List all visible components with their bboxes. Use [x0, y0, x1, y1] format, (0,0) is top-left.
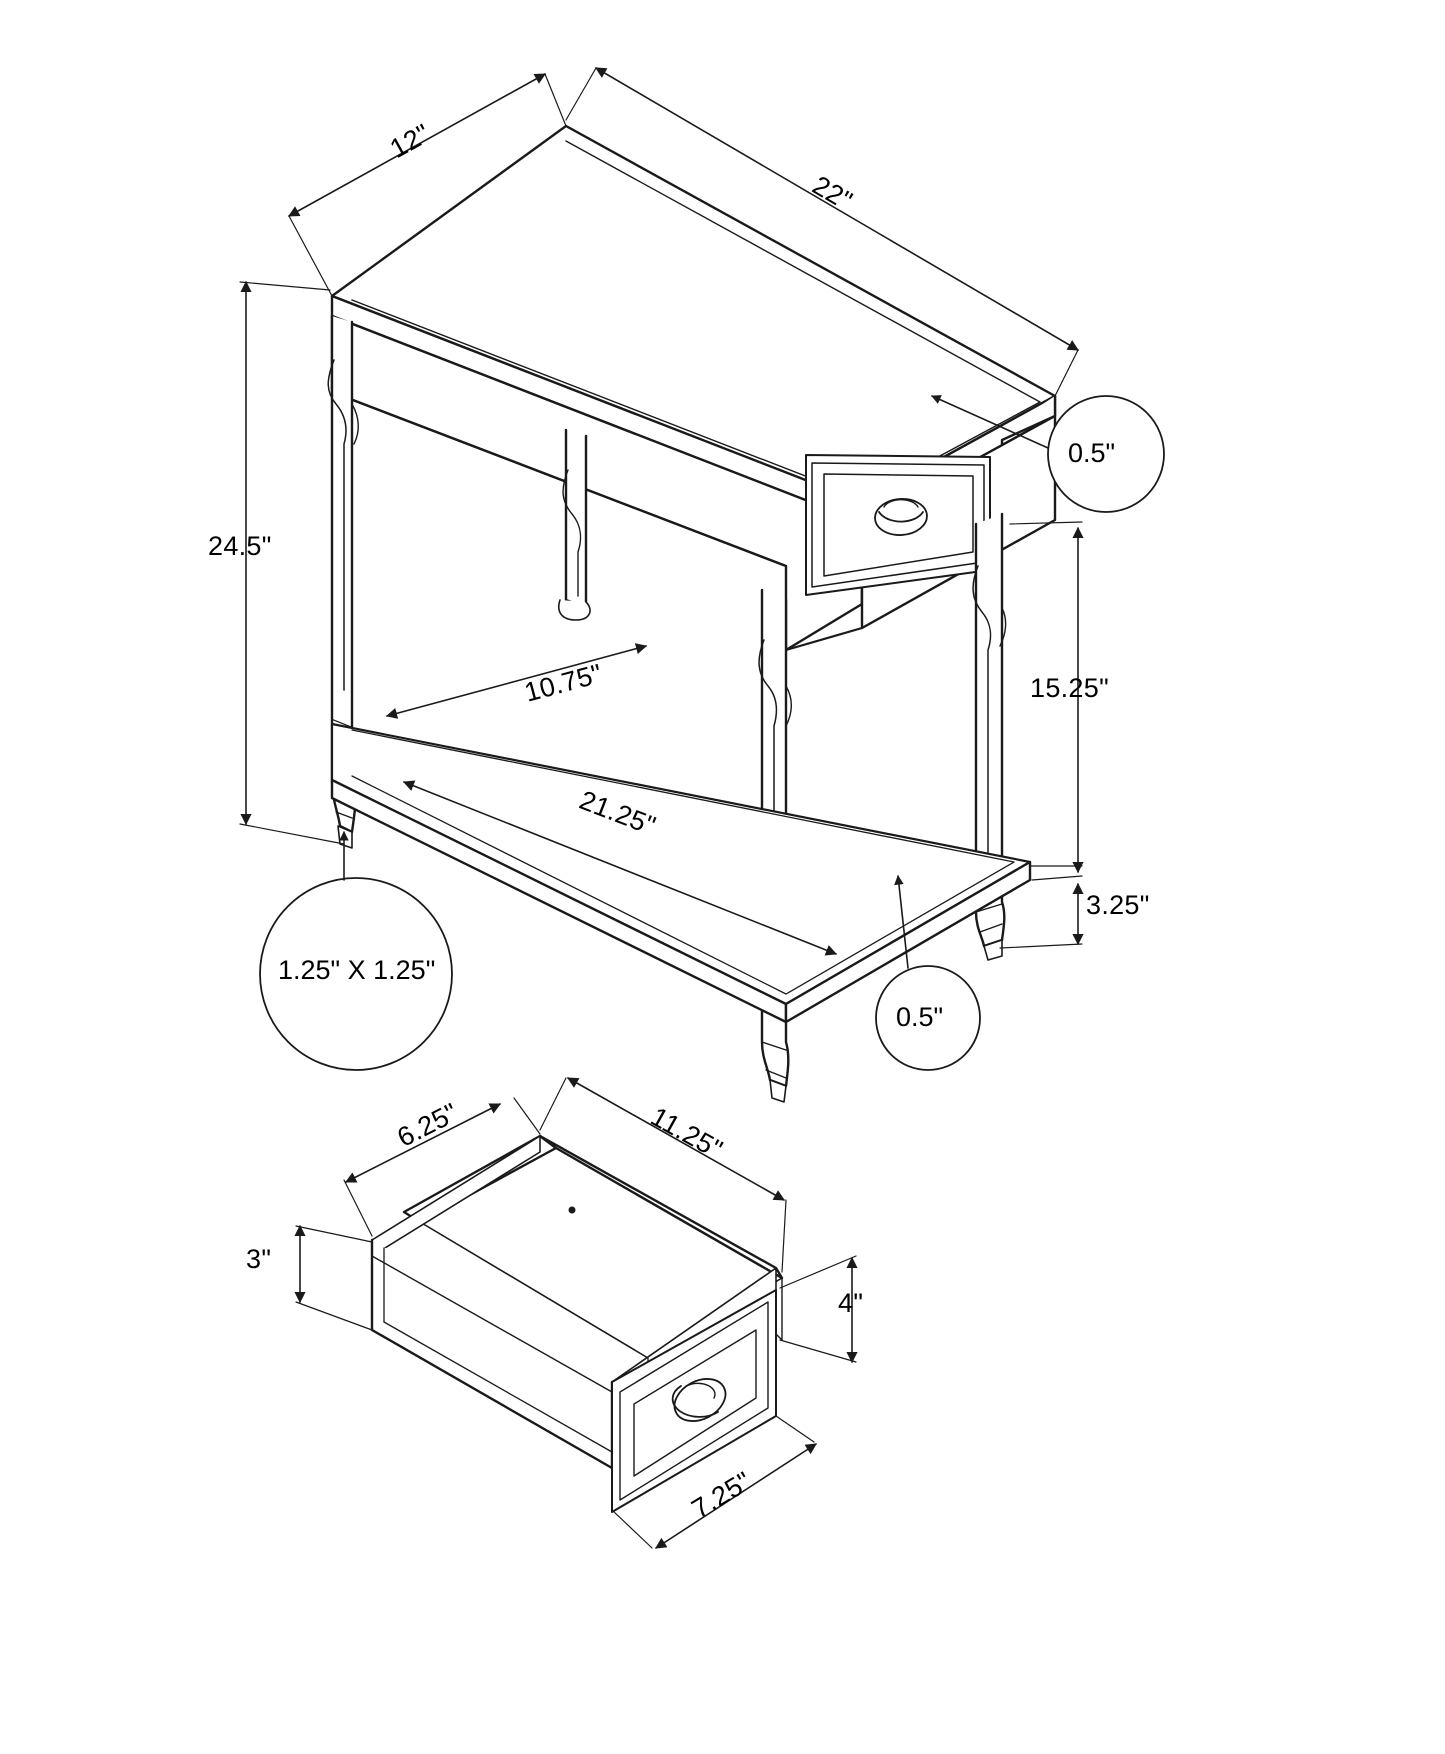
callout-shelf-thickness: 0.5"	[896, 1002, 944, 1032]
drawer-front-panel	[806, 455, 990, 595]
dimension-label-shelf-width: 21.25"	[575, 784, 660, 842]
dimension-label-drawer-front-width: 7.25"	[686, 1465, 757, 1525]
dimension-label-table-height: 24.5"	[208, 531, 272, 561]
dimension-label-drawer-depth: 6.25"	[392, 1097, 463, 1153]
dimension-label-shelf-to-floor: 3.25"	[1086, 890, 1150, 920]
dimension-label-table-width: 22"	[807, 169, 858, 217]
callout-leg-cross-section: 1.25" X 1.25"	[278, 955, 436, 985]
dimension-label-shelf-depth: 10.75"	[521, 658, 606, 708]
drawer-assembly	[372, 1136, 782, 1512]
dimension-label-leg-to-shelf-height: 15.25"	[1030, 673, 1109, 703]
table-assembly-drawing	[240, 68, 1164, 1548]
dimension-label-drawer-box-height: 3"	[246, 1244, 272, 1274]
dimension-label-drawer-width: 11.25"	[645, 1101, 728, 1165]
dimension-label-table-depth: 12"	[385, 118, 436, 165]
dimension-label-drawer-front-height: 4"	[838, 1288, 864, 1318]
callout-top-thickness: 0.5"	[1068, 438, 1116, 468]
